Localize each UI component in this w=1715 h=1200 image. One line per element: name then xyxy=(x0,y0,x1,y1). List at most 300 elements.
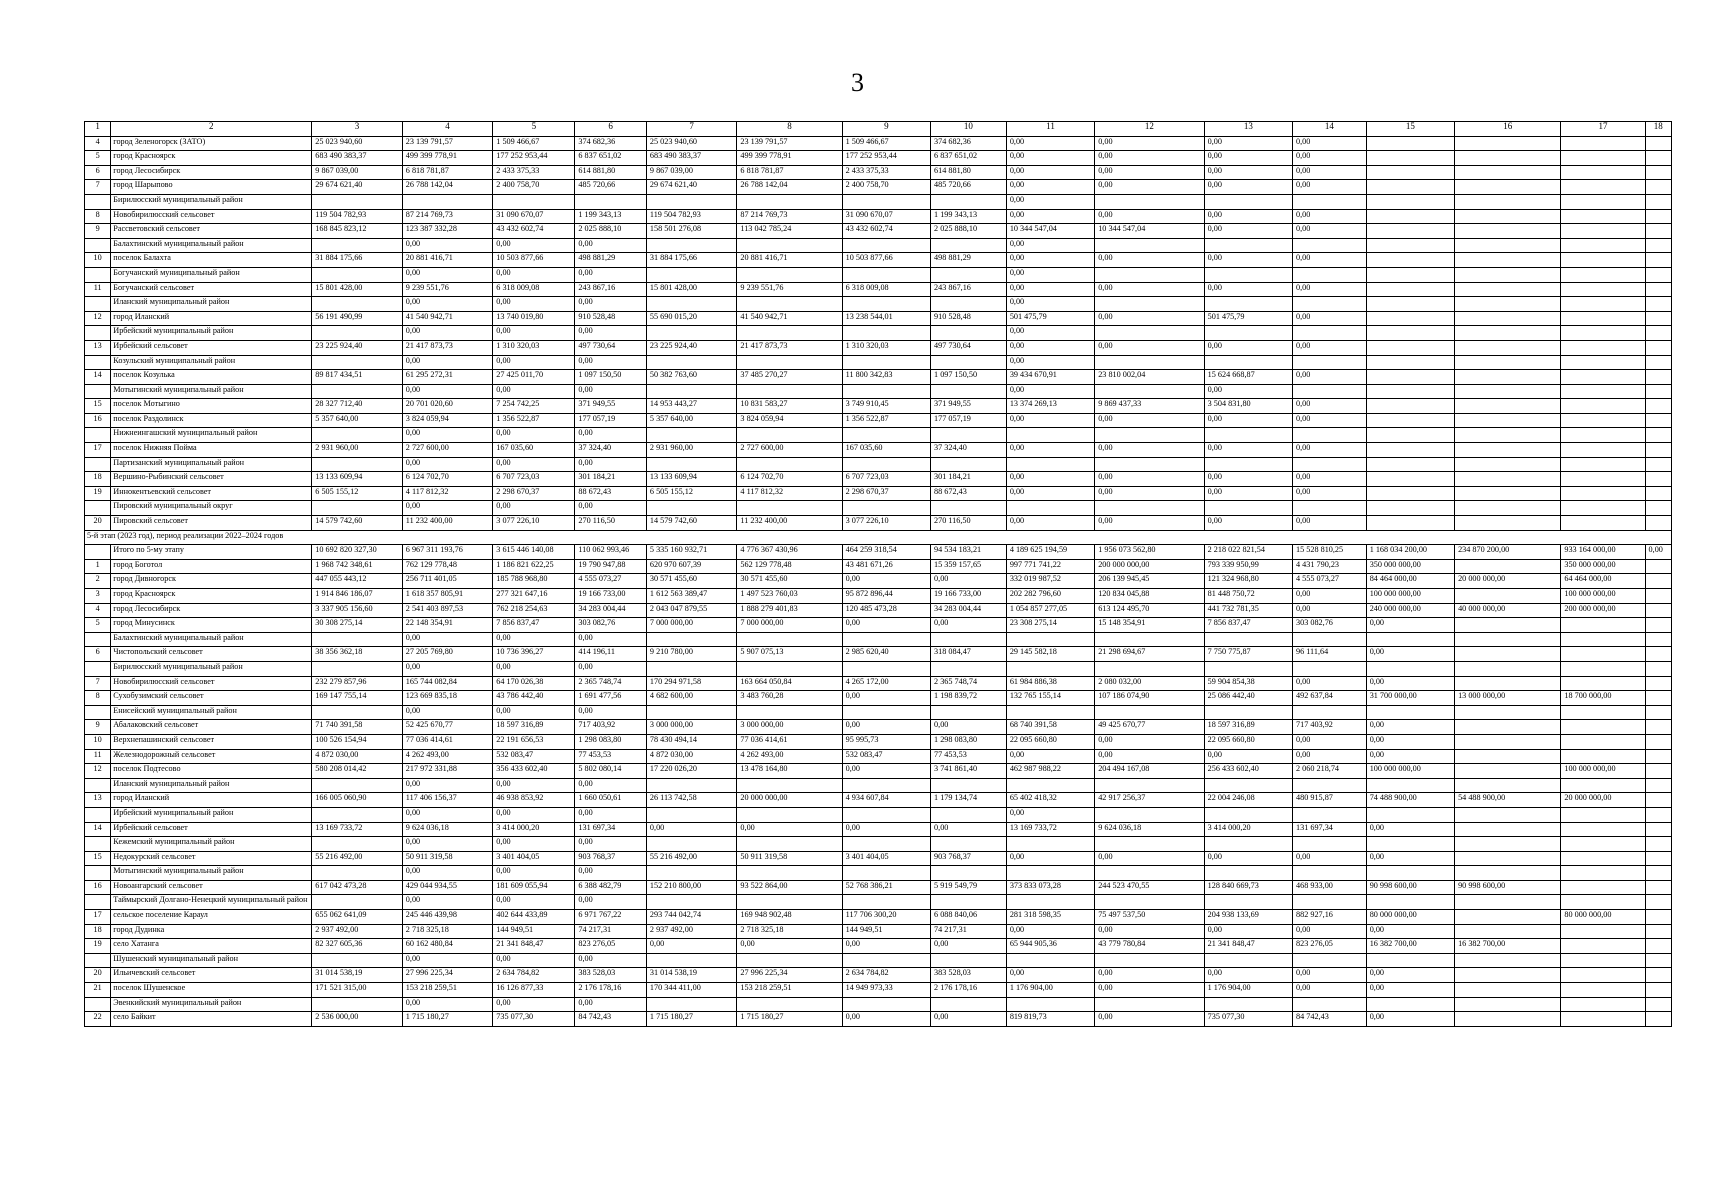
value-cell xyxy=(1006,895,1094,910)
value-cell: 2 536 000,00 xyxy=(312,1012,403,1027)
value-cell xyxy=(1204,837,1292,852)
value-cell: 910 528,48 xyxy=(575,311,647,326)
municipality-name: Железнодорожный сельсовет xyxy=(111,749,312,764)
value-cell xyxy=(1455,807,1561,822)
value-cell xyxy=(1561,355,1645,370)
value-cell: 383 528,03 xyxy=(931,968,1007,983)
value-cell xyxy=(1455,165,1561,180)
value-cell: 65 402 418,32 xyxy=(1006,793,1094,808)
table-row xyxy=(85,953,1672,968)
value-cell: 37 324,40 xyxy=(575,443,647,458)
value-cell: 77 036 414,61 xyxy=(737,734,842,749)
value-cell xyxy=(1455,501,1561,516)
value-cell: 1 310 320,03 xyxy=(493,340,575,355)
municipality-name: поселок Козулька xyxy=(111,370,312,385)
value-cell xyxy=(842,457,930,472)
value-cell: 0,00 xyxy=(1204,851,1292,866)
value-cell: 2 985 620,40 xyxy=(842,647,930,662)
value-cell xyxy=(312,384,403,399)
value-cell: 177 057,19 xyxy=(575,413,647,428)
value-cell xyxy=(1006,866,1094,881)
value-cell: 56 191 490,99 xyxy=(312,311,403,326)
table-row xyxy=(85,472,1672,487)
value-cell: 168 845 823,12 xyxy=(312,224,403,239)
value-cell xyxy=(842,238,930,253)
value-cell xyxy=(1366,472,1454,487)
value-cell xyxy=(1366,326,1454,341)
table-row xyxy=(85,253,1672,268)
value-cell: 0,00 xyxy=(493,837,575,852)
value-cell: 0,00 xyxy=(402,705,493,720)
value-cell: 0,00 xyxy=(1095,516,1204,531)
value-cell: 19 790 947,88 xyxy=(575,559,647,574)
value-cell: 3 749 910,45 xyxy=(842,399,930,414)
value-cell: 0,00 xyxy=(493,297,575,312)
value-cell xyxy=(312,428,403,443)
value-cell: 0,00 xyxy=(931,1012,1007,1027)
value-cell xyxy=(1645,194,1671,209)
municipality-name: город Красноярск xyxy=(111,151,312,166)
row-number xyxy=(85,895,111,910)
table-row xyxy=(85,443,1672,458)
column-header: 3 xyxy=(312,122,403,137)
value-cell: 31 090 670,07 xyxy=(493,209,575,224)
value-cell xyxy=(1455,968,1561,983)
value-cell: 22 095 660,80 xyxy=(1204,734,1292,749)
municipality-name: Ирбейский сельсовет xyxy=(111,822,312,837)
value-cell: 0,00 xyxy=(1293,749,1367,764)
value-cell: 82 327 605,36 xyxy=(312,939,403,954)
value-cell: 4 117 812,32 xyxy=(737,486,842,501)
value-cell: 6 818 781,87 xyxy=(737,165,842,180)
value-cell: 0,00 xyxy=(1366,968,1454,983)
table-row xyxy=(85,165,1672,180)
value-cell: 2 937 492,00 xyxy=(646,924,737,939)
value-cell: 3 741 861,40 xyxy=(931,764,1007,779)
value-cell xyxy=(737,632,842,647)
value-cell: 93 522 864,00 xyxy=(737,880,842,895)
value-cell: 50 911 319,58 xyxy=(737,851,842,866)
value-cell: 20 000 000,00 xyxy=(737,793,842,808)
value-cell: 10 344 547,04 xyxy=(1095,224,1204,239)
value-cell xyxy=(1645,516,1671,531)
value-cell: 270 116,50 xyxy=(575,516,647,531)
value-cell: 11 232 400,00 xyxy=(737,516,842,531)
value-cell xyxy=(1204,632,1292,647)
value-cell xyxy=(1204,866,1292,881)
table-row xyxy=(85,457,1672,472)
value-cell xyxy=(1561,880,1645,895)
value-cell: 55 216 492,00 xyxy=(312,851,403,866)
value-cell xyxy=(1455,647,1561,662)
value-cell xyxy=(646,501,737,516)
value-cell xyxy=(1561,676,1645,691)
value-cell: 2 937 492,00 xyxy=(312,924,403,939)
municipality-name: город Иланский xyxy=(111,311,312,326)
value-cell xyxy=(646,428,737,443)
value-cell xyxy=(1561,136,1645,151)
value-cell xyxy=(1293,632,1367,647)
value-cell: 1 198 839,72 xyxy=(931,691,1007,706)
value-cell xyxy=(1366,457,1454,472)
value-cell xyxy=(1366,136,1454,151)
value-cell xyxy=(1645,267,1671,282)
value-cell: 75 497 537,50 xyxy=(1095,910,1204,925)
value-cell: 0,00 xyxy=(402,778,493,793)
value-cell: 717 403,92 xyxy=(575,720,647,735)
municipality-name: Кежемский муниципальный район xyxy=(111,837,312,852)
value-cell: 20 701 020,60 xyxy=(402,399,493,414)
value-cell: 0,00 xyxy=(493,895,575,910)
value-cell: 117 406 156,37 xyxy=(402,793,493,808)
value-cell xyxy=(1095,997,1204,1012)
table-row xyxy=(85,151,1672,166)
value-cell: 74 217,31 xyxy=(931,924,1007,939)
table-row xyxy=(85,238,1672,253)
table-row xyxy=(85,224,1672,239)
value-cell: 0,00 xyxy=(1006,413,1094,428)
value-cell: 206 139 945,45 xyxy=(1095,574,1204,589)
value-cell xyxy=(1455,516,1561,531)
value-cell xyxy=(1455,209,1561,224)
value-cell: 181 609 055,94 xyxy=(493,880,575,895)
value-cell xyxy=(1455,749,1561,764)
value-cell xyxy=(1455,822,1561,837)
value-cell xyxy=(842,705,930,720)
value-cell xyxy=(842,326,930,341)
value-cell: 301 184,21 xyxy=(575,472,647,487)
value-cell: 30 571 455,60 xyxy=(646,574,737,589)
value-cell xyxy=(737,837,842,852)
table-row xyxy=(85,282,1672,297)
row-number: 10 xyxy=(85,734,111,749)
value-cell: 131 697,34 xyxy=(575,822,647,837)
value-cell xyxy=(1645,486,1671,501)
value-cell xyxy=(1204,267,1292,282)
value-cell: 2 025 888,10 xyxy=(931,224,1007,239)
row-number: 16 xyxy=(85,413,111,428)
value-cell xyxy=(1645,311,1671,326)
value-cell xyxy=(312,457,403,472)
value-cell xyxy=(737,457,842,472)
value-cell: 19 166 733,00 xyxy=(931,589,1007,604)
value-cell: 131 697,34 xyxy=(1293,822,1367,837)
value-cell: 0,00 xyxy=(1293,472,1367,487)
municipality-name: Пировский сельсовет xyxy=(111,516,312,531)
value-cell xyxy=(1293,837,1367,852)
value-cell: 0,00 xyxy=(493,457,575,472)
value-cell xyxy=(646,661,737,676)
municipality-name: город Дудинка xyxy=(111,924,312,939)
municipality-name: Ирбейский сельсовет xyxy=(111,340,312,355)
value-cell: 6 818 781,87 xyxy=(402,165,493,180)
value-cell xyxy=(646,632,737,647)
table-row xyxy=(85,734,1672,749)
value-cell: 4 776 367 430,96 xyxy=(737,545,842,560)
value-cell xyxy=(931,837,1007,852)
value-cell xyxy=(1095,632,1204,647)
value-cell: 0,00 xyxy=(493,997,575,1012)
value-cell: 10 503 877,66 xyxy=(493,253,575,268)
value-cell: 0,00 xyxy=(1095,180,1204,195)
table-row xyxy=(85,749,1672,764)
value-cell: 2 718 325,18 xyxy=(737,924,842,939)
value-cell: 144 949,51 xyxy=(842,924,930,939)
table-row xyxy=(85,705,1672,720)
value-cell xyxy=(646,194,737,209)
value-cell xyxy=(1366,238,1454,253)
value-cell: 234 870 200,00 xyxy=(1455,545,1561,560)
municipality-name: город Минусинск xyxy=(111,618,312,633)
value-cell xyxy=(1366,661,1454,676)
value-cell xyxy=(1645,661,1671,676)
value-cell xyxy=(1645,355,1671,370)
value-cell: 1 176 904,00 xyxy=(1204,983,1292,998)
value-cell xyxy=(1645,399,1671,414)
value-cell: 0,00 xyxy=(575,267,647,282)
value-cell: 0,00 xyxy=(842,764,930,779)
row-number: 18 xyxy=(85,472,111,487)
value-cell xyxy=(1561,340,1645,355)
value-cell: 0,00 xyxy=(575,705,647,720)
table-body xyxy=(85,122,1672,1027)
value-cell: 37 324,40 xyxy=(931,443,1007,458)
value-cell: 14 579 742,60 xyxy=(646,516,737,531)
municipality-name: Нижнеингашский муниципальный район xyxy=(111,428,312,443)
value-cell xyxy=(1561,224,1645,239)
value-cell xyxy=(1561,778,1645,793)
value-cell: 2 176 178,16 xyxy=(931,983,1007,998)
value-cell: 0,00 xyxy=(575,355,647,370)
value-cell: 903 768,37 xyxy=(931,851,1007,866)
value-cell: 0,00 xyxy=(1095,311,1204,326)
row-number: 7 xyxy=(85,180,111,195)
value-cell: 0,00 xyxy=(1095,749,1204,764)
value-cell: 6 088 840,06 xyxy=(931,910,1007,925)
value-cell: 204 938 133,69 xyxy=(1204,910,1292,925)
value-cell: 303 082,76 xyxy=(575,618,647,633)
value-cell: 177 057,19 xyxy=(931,413,1007,428)
value-cell: 0,00 xyxy=(842,720,930,735)
value-cell: 4 189 625 194,59 xyxy=(1006,545,1094,560)
value-cell xyxy=(1095,866,1204,881)
value-cell xyxy=(1366,209,1454,224)
value-cell: 0,00 xyxy=(1204,443,1292,458)
value-cell xyxy=(646,953,737,968)
value-cell xyxy=(1366,282,1454,297)
value-cell xyxy=(1645,428,1671,443)
value-cell: 6 837 651,02 xyxy=(931,151,1007,166)
value-cell: 997 771 741,22 xyxy=(1006,559,1094,574)
value-cell xyxy=(1645,589,1671,604)
value-cell xyxy=(737,997,842,1012)
value-cell: 31 090 670,07 xyxy=(842,209,930,224)
value-cell: 7 750 775,87 xyxy=(1204,647,1292,662)
row-number: 13 xyxy=(85,793,111,808)
table-row xyxy=(85,632,1672,647)
row-number xyxy=(85,661,111,676)
value-cell: 25 086 442,40 xyxy=(1204,691,1292,706)
value-cell: 6 707 723,03 xyxy=(493,472,575,487)
row-number: 19 xyxy=(85,939,111,954)
value-cell xyxy=(1455,355,1561,370)
value-cell: 0,00 xyxy=(1645,545,1671,560)
value-cell xyxy=(931,267,1007,282)
value-cell: 614 881,80 xyxy=(575,165,647,180)
value-cell xyxy=(1645,691,1671,706)
value-cell: 882 927,16 xyxy=(1293,910,1367,925)
value-cell: 22 095 660,80 xyxy=(1006,734,1094,749)
value-cell xyxy=(842,953,930,968)
row-number xyxy=(85,238,111,253)
value-cell: 0,00 xyxy=(931,720,1007,735)
table-row xyxy=(85,209,1672,224)
value-cell xyxy=(1366,165,1454,180)
value-cell xyxy=(842,501,930,516)
stage-title: 5-й этап (2023 год), период реализации 2022–2024 годов xyxy=(85,530,1672,545)
value-cell: 22 004 246,08 xyxy=(1204,793,1292,808)
value-cell: 683 490 383,37 xyxy=(312,151,403,166)
value-cell xyxy=(312,326,403,341)
table-row xyxy=(85,822,1672,837)
value-cell xyxy=(1561,180,1645,195)
municipality-name: Иннокентьевский сельсовет xyxy=(111,486,312,501)
value-cell xyxy=(1645,443,1671,458)
value-cell: 84 742,43 xyxy=(575,1012,647,1027)
value-cell xyxy=(1095,238,1204,253)
row-number: 11 xyxy=(85,282,111,297)
value-cell xyxy=(737,953,842,968)
value-cell: 4 431 790,23 xyxy=(1293,559,1367,574)
value-cell: 30 308 275,14 xyxy=(312,618,403,633)
municipality-name: Богучанский сельсовет xyxy=(111,282,312,297)
value-cell: 823 276,05 xyxy=(1293,939,1367,954)
value-cell: 0,00 xyxy=(1006,516,1094,531)
row-number: 20 xyxy=(85,516,111,531)
value-cell xyxy=(1455,151,1561,166)
value-cell xyxy=(1006,428,1094,443)
value-cell xyxy=(1293,866,1367,881)
value-cell xyxy=(1204,953,1292,968)
value-cell: 3 504 831,80 xyxy=(1204,399,1292,414)
municipality-name: Рассветовский сельсовет xyxy=(111,224,312,239)
value-cell: 0,00 xyxy=(575,997,647,1012)
value-cell xyxy=(1366,297,1454,312)
value-cell: 0,00 xyxy=(575,661,647,676)
value-cell: 0,00 xyxy=(575,866,647,881)
value-cell: 65 944 905,36 xyxy=(1006,939,1094,954)
value-cell: 0,00 xyxy=(1366,647,1454,662)
value-cell: 0,00 xyxy=(575,384,647,399)
value-cell: 0,00 xyxy=(1204,253,1292,268)
value-cell xyxy=(312,953,403,968)
value-cell xyxy=(1293,428,1367,443)
value-cell: 1 298 083,80 xyxy=(575,734,647,749)
municipality-name: Енисейский муниципальный район xyxy=(111,705,312,720)
value-cell: 441 732 781,35 xyxy=(1204,603,1292,618)
row-number: 16 xyxy=(85,880,111,895)
value-cell: 2 727 600,00 xyxy=(737,443,842,458)
value-cell: 61 295 272,31 xyxy=(402,370,493,385)
value-cell xyxy=(1366,443,1454,458)
value-cell: 0,00 xyxy=(931,618,1007,633)
value-cell: 0,00 xyxy=(1204,516,1292,531)
municipality-name: Эвенкийский муниципальный район xyxy=(111,997,312,1012)
value-cell: 78 430 494,14 xyxy=(646,734,737,749)
value-cell xyxy=(1645,165,1671,180)
value-cell: 9 869 437,33 xyxy=(1095,399,1204,414)
value-cell xyxy=(1366,516,1454,531)
value-cell: 9 624 036,18 xyxy=(402,822,493,837)
row-number: 2 xyxy=(85,574,111,589)
value-cell: 492 637,84 xyxy=(1293,691,1367,706)
value-cell xyxy=(1561,282,1645,297)
value-cell: 3 414 000,20 xyxy=(493,822,575,837)
value-cell xyxy=(1204,355,1292,370)
value-cell: 0,00 xyxy=(1293,340,1367,355)
value-cell xyxy=(1645,793,1671,808)
value-cell: 318 084,47 xyxy=(931,647,1007,662)
value-cell xyxy=(646,866,737,881)
value-cell: 3 000 000,00 xyxy=(737,720,842,735)
value-cell: 9 867 039,00 xyxy=(312,165,403,180)
value-cell xyxy=(312,355,403,370)
value-cell xyxy=(1366,194,1454,209)
value-cell: 7 856 837,47 xyxy=(493,618,575,633)
value-cell: 13 238 544,01 xyxy=(842,311,930,326)
value-cell xyxy=(1645,837,1671,852)
value-cell: 9 867 039,00 xyxy=(646,165,737,180)
value-cell xyxy=(1293,326,1367,341)
value-cell xyxy=(1095,326,1204,341)
value-cell: 350 000 000,00 xyxy=(1561,559,1645,574)
value-cell: 0,00 xyxy=(493,501,575,516)
value-cell xyxy=(312,194,403,209)
row-number xyxy=(85,384,111,399)
value-cell: 1 715 180,27 xyxy=(402,1012,493,1027)
value-cell: 26 788 142,04 xyxy=(402,180,493,195)
value-cell xyxy=(1366,486,1454,501)
value-cell: 26 788 142,04 xyxy=(737,180,842,195)
table-row xyxy=(85,661,1672,676)
value-cell xyxy=(842,428,930,443)
value-cell: 169 948 902,48 xyxy=(737,910,842,925)
value-cell: 0,00 xyxy=(1366,720,1454,735)
municipality-name: село Байкит xyxy=(111,1012,312,1027)
row-number: 3 xyxy=(85,589,111,604)
value-cell xyxy=(1455,472,1561,487)
value-cell: 0,00 xyxy=(493,428,575,443)
value-cell: 1 509 466,67 xyxy=(842,136,930,151)
value-cell: 0,00 xyxy=(1293,851,1367,866)
municipality-name: город Дивногорск xyxy=(111,574,312,589)
value-cell xyxy=(842,355,930,370)
value-cell: 3 824 059,94 xyxy=(737,413,842,428)
value-cell xyxy=(737,384,842,399)
value-cell: 21 417 873,73 xyxy=(402,340,493,355)
value-cell: 38 356 362,18 xyxy=(312,647,403,662)
value-cell xyxy=(1366,267,1454,282)
value-cell: 132 765 155,14 xyxy=(1006,691,1094,706)
municipality-name: Балахтинский муниципальный район xyxy=(111,632,312,647)
value-cell xyxy=(1561,501,1645,516)
value-cell: 0,00 xyxy=(575,238,647,253)
value-cell: 1 199 343,13 xyxy=(575,209,647,224)
value-cell xyxy=(1561,428,1645,443)
value-cell: 23 308 275,14 xyxy=(1006,618,1094,633)
value-cell xyxy=(1366,413,1454,428)
value-cell: 0,00 xyxy=(1204,749,1292,764)
